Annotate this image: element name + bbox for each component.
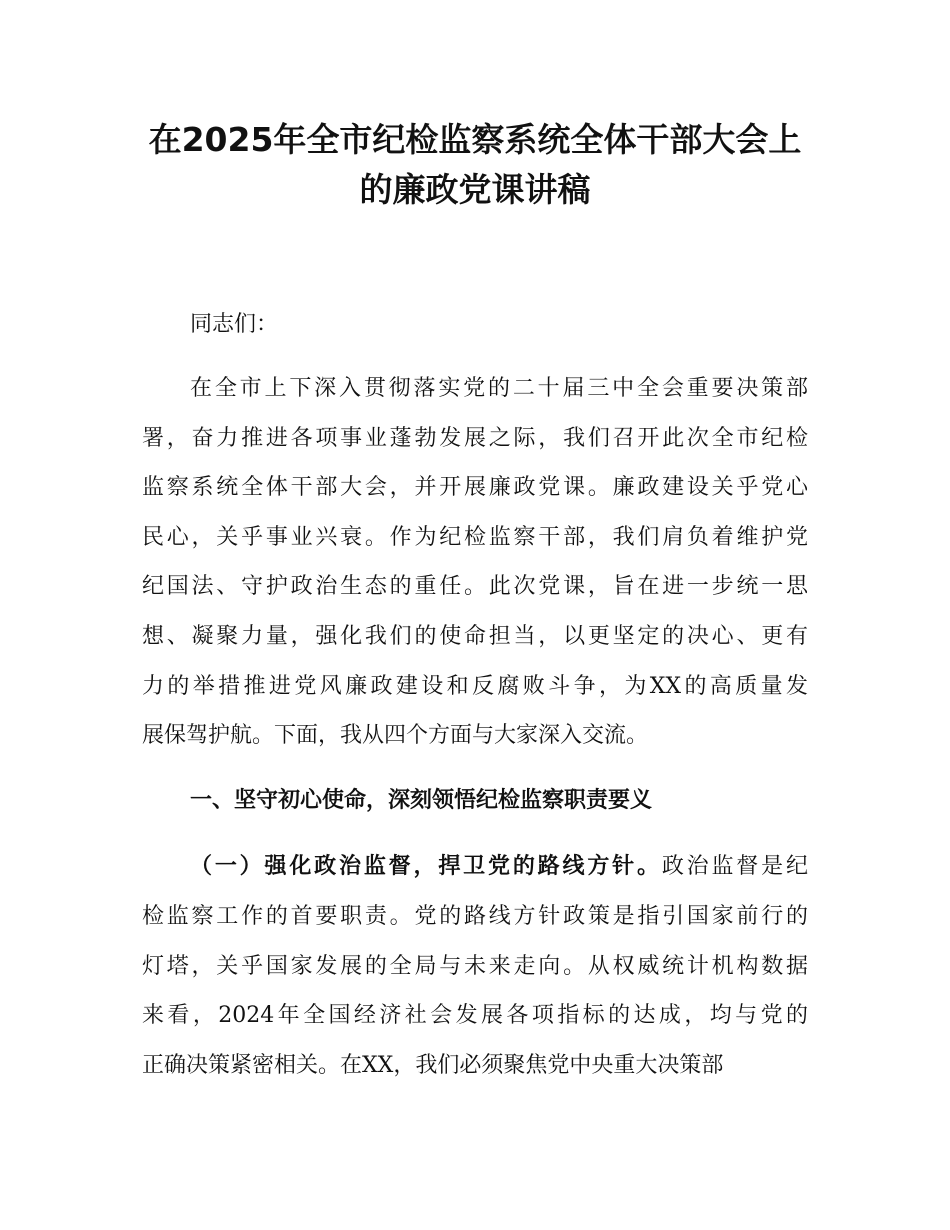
greeting: 同志们： <box>190 312 279 337</box>
intro-line: 在全市上下深入贯彻落实党的二十届三中全会重要决策部 <box>190 376 808 401</box>
subsection-1-line: 正确决策紧密相关。在XX，我们必须聚焦党中央重大决策部 <box>142 1052 724 1078</box>
intro-line: 署，奋力推进各项事业蓬勃发展之际，我们召开此次全市纪检 <box>142 425 808 451</box>
document-title-line-2: 的廉政党课讲稿 <box>359 170 591 209</box>
subsection-1-line: 检监察工作的首要职责。党的路线方针政策是指引国家前行的 <box>142 904 808 929</box>
intro-line: 纪国法、守护政治生态的重任。此次党课，旨在进一步统一思 <box>142 574 808 600</box>
subsection-1-heading: （一）强化政治监督，捍卫党的路线方针。 <box>190 854 662 879</box>
subsection-1-line: 来看，2024年全国经济社会发展各项指标的达成，均与党的 <box>142 1003 808 1028</box>
intro-line: 想、凝聚力量，强化我们的使命担当，以更坚定的决心、更有 <box>142 624 808 649</box>
intro-line: 展保驾护航。下面，我从四个方面与大家深入交流。 <box>142 723 649 749</box>
intro-line: 民心，关乎事业兴衰。作为纪检监察干部，我们肩负着维护党 <box>142 524 808 550</box>
subsection-1-first-line <box>190 852 808 882</box>
section-heading-1: 一、坚守初心使命，深刻领悟纪检监察职责要义 <box>190 788 653 813</box>
document-title-line-1: 在2025年全市纪检监察系统全体干部大会上 <box>148 120 802 159</box>
subsection-1-text: 政治监督是纪 <box>661 854 808 879</box>
intro-line: 监察系统全体干部大会，并开展廉政党课。廉政建设关乎党心 <box>142 475 808 501</box>
subsection-1-line: 灯塔，关乎国家发展的全局与未来走向。从权威统计机构数据 <box>142 953 808 979</box>
intro-line: 力的举措推进党风廉政建设和反腐败斗争，为XX的高质量发 <box>142 673 808 699</box>
